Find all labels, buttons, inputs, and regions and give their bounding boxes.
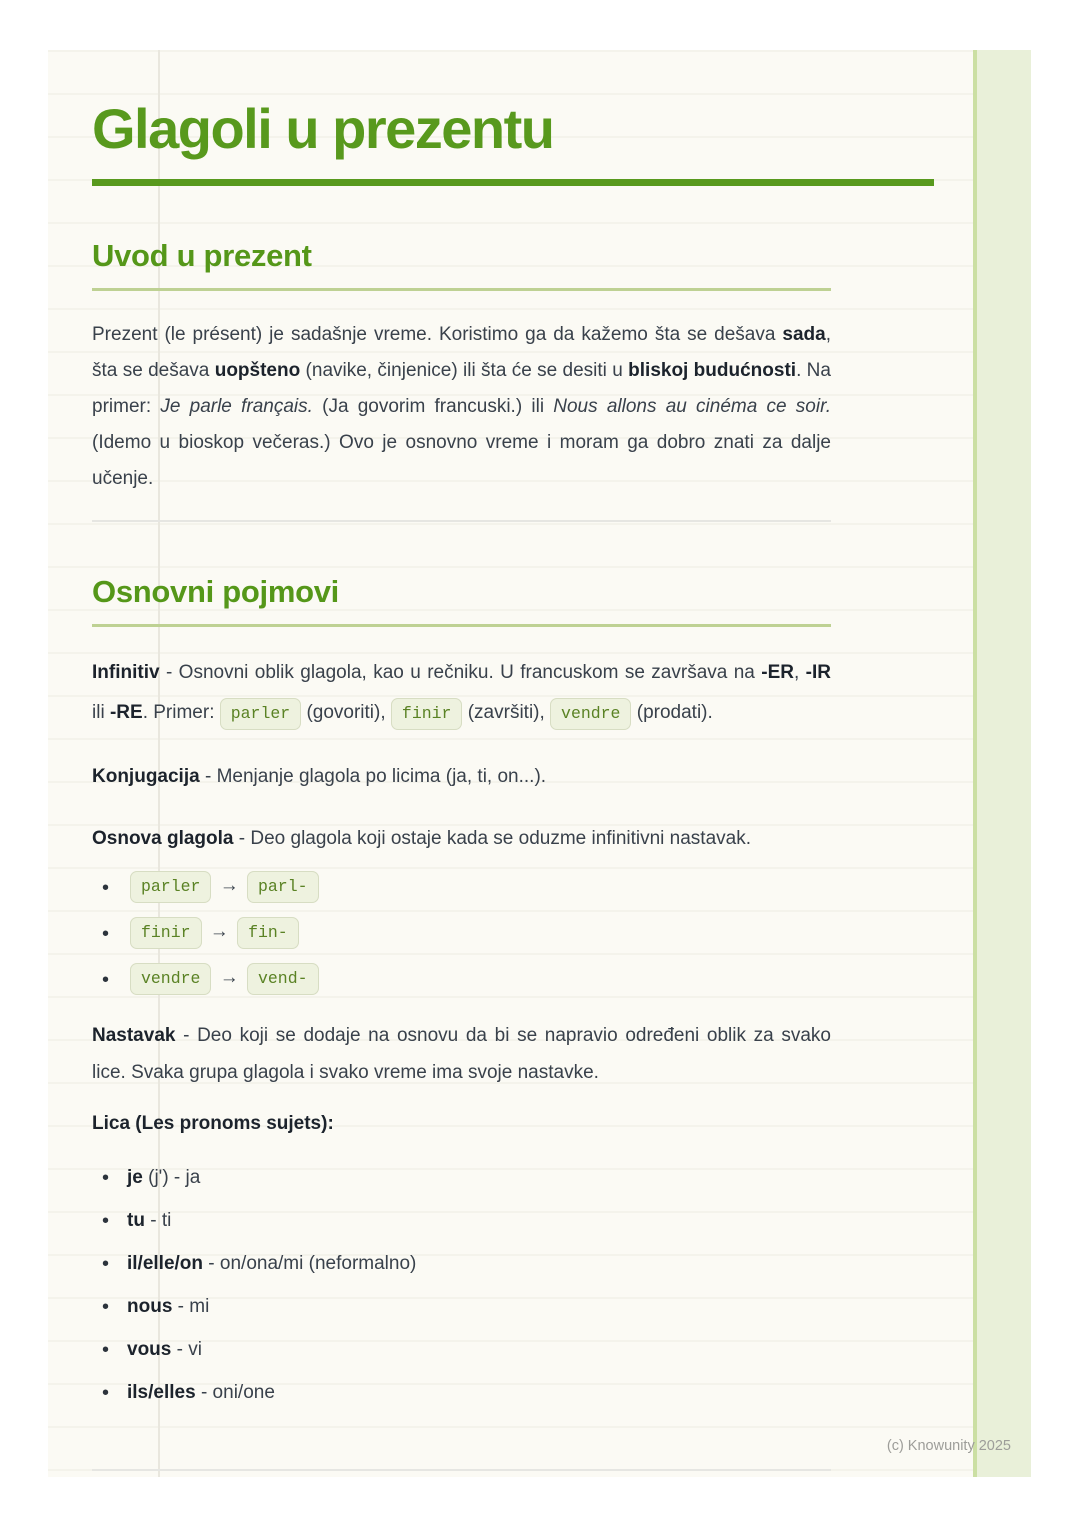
text-segment: . Primer: — [142, 702, 220, 723]
text-segment: - ti — [144, 1210, 172, 1231]
text-segment: - mi — [172, 1296, 210, 1317]
text-segment: , šta se dešava — [92, 324, 831, 381]
document-content — [92, 50, 831, 1424]
section-heading-uvod: Uvod u prezent — [92, 237, 831, 291]
stem-list-item — [92, 961, 831, 995]
lica-paragraph — [92, 1112, 831, 1136]
bold-segment: il/elle/on — [127, 1253, 204, 1274]
bold-segment: Osnova glagola — [92, 828, 234, 849]
code-badge: vendre — [550, 698, 631, 730]
text-segment: (završiti), — [462, 702, 551, 723]
pronoun-list-item — [92, 1166, 831, 1190]
code-badge: parler — [130, 871, 211, 903]
text-segment: → — [204, 921, 235, 942]
italic-segment: Je parle français. — [160, 396, 313, 417]
code-badge: parl- — [247, 871, 319, 903]
text-segment: (prodati). — [631, 702, 713, 723]
stem-list-item — [92, 915, 831, 949]
code-badge: vend- — [247, 963, 319, 995]
infinitiv-paragraph — [92, 653, 831, 733]
pronoun-list-item — [92, 1209, 831, 1233]
code-badge: parler — [220, 698, 301, 730]
bold-segment: Lica (Les pronoms sujets): — [92, 1113, 334, 1134]
text-segment: - vi — [171, 1339, 202, 1360]
bold-segment: tu — [127, 1210, 145, 1231]
nastavak-paragraph — [92, 1017, 831, 1091]
text-segment: - on/ona/mi (neformalno) — [203, 1253, 417, 1274]
pronoun-list-item — [92, 1381, 831, 1405]
bold-segment: ils/elles — [127, 1382, 196, 1403]
copyright-note: (c) Knowunity 2025 — [886, 1438, 1011, 1454]
text-segment: - Deo koji se dodaje na osnovu da bi se napravio određeni oblik za svako lice. Svaka grupa glagola i svako vreme ima svoje nastavke. — [92, 1025, 831, 1083]
osnova-paragraph — [92, 821, 831, 857]
code-badge: vendre — [130, 963, 211, 995]
text-segment: (Idemo u bioskop večeras.) Ovo je osnovno vreme i moram ga dobro znati za dalje učenje. — [92, 432, 831, 489]
pronoun-list-item — [92, 1252, 831, 1276]
bold-segment: vous — [127, 1339, 172, 1360]
bold-segment: sada — [782, 324, 826, 345]
text-segment: (Ja govorim francuski.) ili — [312, 396, 554, 417]
konjugacija-paragraph — [92, 759, 831, 795]
bold-segment: je — [127, 1167, 143, 1188]
text-segment: - oni/one — [195, 1382, 275, 1403]
stem-list — [92, 869, 831, 995]
text-segment: ili — [92, 702, 110, 723]
text-segment: . Na primer: — [92, 360, 831, 417]
bold-segment: Nastavak — [92, 1025, 176, 1046]
bottom-divider — [92, 1469, 831, 1471]
code-badge: finir — [391, 698, 463, 730]
page-title: Glagoli u prezentu — [92, 97, 554, 160]
bold-segment: -RE — [109, 702, 143, 723]
bold-segment: bliskoj budućnosti — [628, 360, 797, 381]
right-accent-stripe — [973, 50, 1031, 1477]
bold-segment: nous — [127, 1296, 173, 1317]
bold-segment: -ER — [761, 662, 794, 683]
title-rule — [92, 179, 934, 186]
code-badge: fin- — [237, 917, 299, 949]
text-segment: (navike, činjenice) ili šta će se desiti u — [300, 360, 629, 381]
code-badge: finir — [130, 917, 202, 949]
section-heading-osnovni: Osnovni pojmovi — [92, 573, 831, 627]
text-segment: - Osnovni oblik glagola, kao u rečniku. U francuskom se završava na — [159, 662, 762, 683]
bold-segment: Infinitiv — [92, 662, 160, 683]
document-card — [48, 50, 1031, 1477]
text-segment: , — [793, 662, 806, 683]
text-segment: Prezent (le présent) je sadašnje vreme. Koristimo ga da kažemo šta se dešava — [92, 324, 783, 345]
section-divider — [92, 520, 831, 522]
bold-segment: Konjugacija — [92, 766, 200, 787]
bold-segment: uopšteno — [214, 360, 301, 381]
intro-paragraph — [92, 317, 831, 497]
pronoun-list-item — [92, 1295, 831, 1319]
text-segment: (j') - ja — [142, 1167, 201, 1188]
italic-segment: Nous allons au cinéma ce soir. — [553, 396, 831, 417]
text-segment: - Menjanje glagola po licima (ja, ti, on...). — [199, 766, 547, 787]
stem-list-item — [92, 869, 831, 903]
text-segment: (govoriti), — [301, 702, 391, 723]
text-segment: - Deo glagola koji ostaje kada se oduzme infinitivni nastavak. — [233, 828, 751, 849]
text-segment: → — [214, 875, 244, 896]
pronoun-list-item — [92, 1338, 831, 1362]
pronoun-list — [92, 1166, 831, 1405]
bold-segment: -IR — [805, 662, 831, 683]
text-segment: → — [214, 967, 244, 988]
